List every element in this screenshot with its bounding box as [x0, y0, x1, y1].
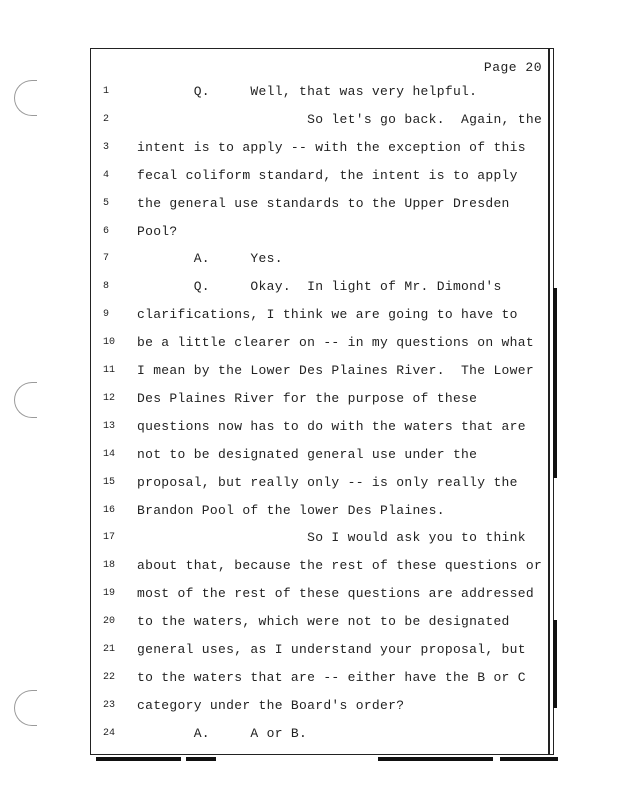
transcript-line: clarifications, I think we are going to have to	[137, 307, 518, 322]
line-number: 3	[103, 142, 110, 153]
page-number: Page 20	[483, 60, 542, 75]
transcript-line: to the waters that are -- either have the B or C	[137, 670, 526, 685]
transcript-line: fecal coliform standard, the intent is to apply	[137, 168, 518, 183]
line-number: 5	[103, 198, 110, 209]
line-number: 10	[103, 337, 116, 348]
transcript-line: to the waters, which were not to be designated	[137, 614, 510, 629]
edge-mark	[553, 288, 557, 478]
transcript-line: A. A or B.	[137, 726, 308, 741]
transcript-line: Brandon Pool of the lower Des Plaines.	[137, 503, 445, 518]
transcript-line: not to be designated general use under the	[137, 447, 478, 462]
line-number: 14	[103, 449, 116, 460]
line-number: 1	[103, 86, 110, 97]
line-number: 19	[103, 588, 116, 599]
transcript-line: So let's go back. Again, the	[137, 112, 543, 127]
line-number: 24	[103, 728, 116, 739]
transcript-line: about that, because the rest of these questions or	[137, 558, 543, 573]
line-number: 12	[103, 393, 116, 404]
line-number: 6	[103, 226, 110, 237]
edge-mark	[553, 620, 557, 708]
line-number: 23	[103, 700, 116, 711]
transcript-line: Q. Well, that was very helpful.	[137, 84, 478, 99]
line-number: 16	[103, 505, 116, 516]
edge-mark	[500, 757, 558, 761]
transcript-line: I mean by the Lower Des Plaines River. The Lower	[137, 363, 534, 378]
right-margin-rule	[548, 48, 550, 755]
binder-hole-middle	[14, 382, 37, 418]
line-number: 15	[103, 477, 116, 488]
line-number: 18	[103, 560, 116, 571]
transcript-line: be a little clearer on -- in my questions on what	[137, 335, 534, 350]
transcript-line: Des Plaines River for the purpose of these	[137, 391, 478, 406]
transcript-line: questions now has to do with the waters that are	[137, 419, 526, 434]
binder-hole-top	[14, 80, 37, 116]
transcript-line: most of the rest of these questions are addressed	[137, 586, 534, 601]
transcript-line: Q. Okay. In light of Mr. Dimond's	[137, 279, 502, 294]
transcript-line: category under the Board's order?	[137, 698, 405, 713]
line-number: 2	[103, 114, 110, 125]
line-number: 4	[103, 170, 110, 181]
line-number: 13	[103, 421, 116, 432]
binder-hole-bottom	[14, 690, 37, 726]
line-number: 21	[103, 644, 116, 655]
line-number: 20	[103, 616, 116, 627]
line-number: 22	[103, 672, 116, 683]
transcript-line: Pool?	[137, 224, 178, 239]
transcript-line: A. Yes.	[137, 251, 283, 266]
line-number: 9	[103, 309, 110, 320]
edge-mark	[378, 757, 493, 761]
edge-mark	[186, 757, 216, 761]
line-number: 8	[103, 281, 110, 292]
transcript-line: So I would ask you to think	[137, 530, 526, 545]
transcript-line: intent is to apply -- with the exception of this	[137, 140, 526, 155]
line-number: 11	[103, 365, 116, 376]
line-number: 7	[103, 253, 110, 264]
edge-mark	[96, 757, 181, 761]
line-number: 17	[103, 532, 116, 543]
transcript-line: the general use standards to the Upper Dresden	[137, 196, 510, 211]
transcript-line: proposal, but really only -- is only really the	[137, 475, 518, 490]
transcript-line: general uses, as I understand your proposal, but	[137, 642, 526, 657]
